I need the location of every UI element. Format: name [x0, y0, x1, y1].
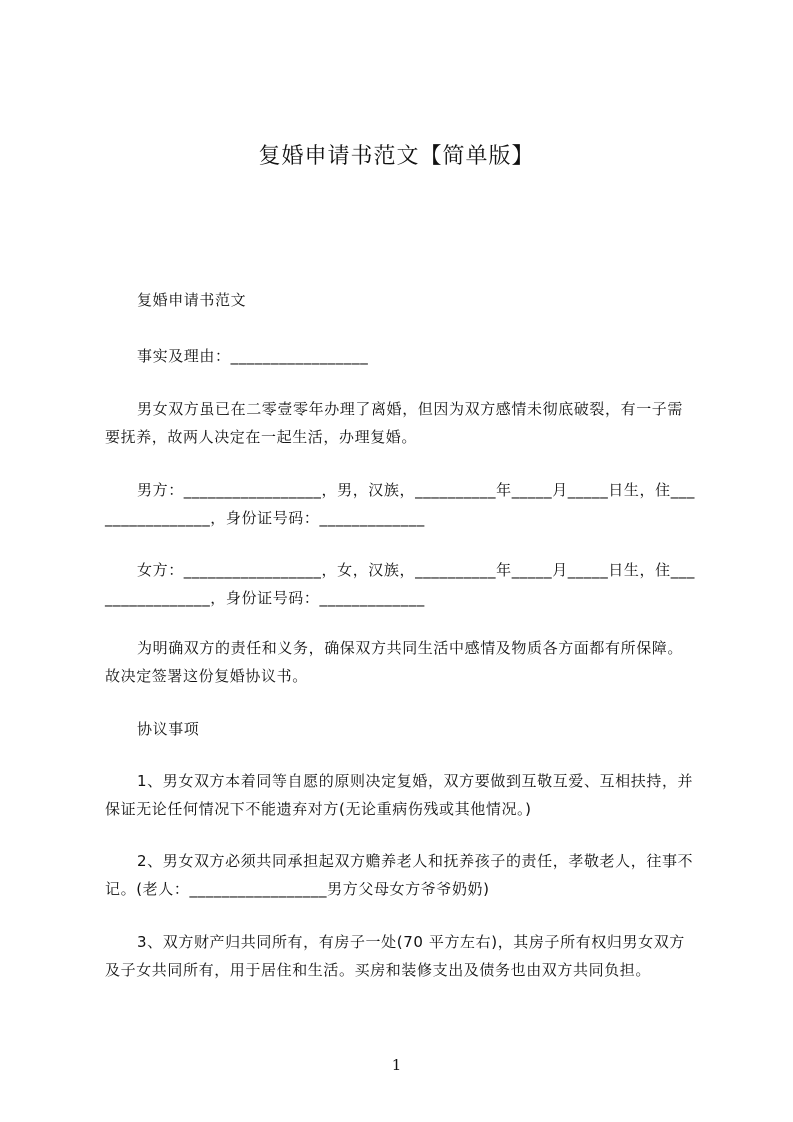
- section-heading: 协议事项: [137, 720, 200, 738]
- section-heading: 复婚申请书范文: [137, 291, 247, 309]
- clause-line: 记。(老人：_________________男方父母女方爷爷奶奶): [105, 880, 490, 898]
- paragraph-line: 男女双方虽已在二零壹零年办理了离婚，但因为双方感情未彻底破裂，有一子需: [137, 400, 684, 418]
- female-party-line: 女方：_________________，女，汉族，__________年_____月_____日生，住___: [137, 561, 696, 579]
- male-party-line: _____________，身份证号码：_____________: [105, 509, 425, 527]
- paragraph-line: 为明确双方的责任和义务，确保双方共同生活中感情及物质各方面都有所保障。: [137, 639, 684, 657]
- clause-line: 2、男女双方必须共同承担起双方赡养老人和抚养孩子的责任，孝敬老人，往事不: [137, 852, 694, 870]
- paragraph-line: 故决定签署这份复婚协议书。: [105, 667, 308, 685]
- clause-line: 1、男女双方本着同等自愿的原则决定复婚，双方要做到互敬互爱、互相扶持，并: [137, 772, 694, 790]
- male-party-line: 男方：_________________，男，汉族，__________年_____月_____日生，住___: [137, 481, 696, 499]
- page-number: 1: [391, 1056, 402, 1074]
- female-party-line: _____________，身份证号码：_____________: [105, 589, 425, 607]
- clause-line: 3、双方财产归共同所有，有房子一处(70 平方左右)，其房子所有权归男女双方: [137, 933, 685, 951]
- clause-line: 保证无论任何情况下不能遗弃对方(无论重病伤残或其他情况。): [105, 800, 532, 818]
- paragraph-line: 要抚养，故两人决定在一起生活，办理复婚。: [105, 428, 418, 446]
- document-title: 复婚申请书范文【简单版】: [258, 144, 535, 169]
- facts-reasons-line: 事实及理由：_________________: [137, 347, 369, 365]
- clause-line: 及子女共同所有，用于居住和生活。买房和装修支出及债务也由双方共同负担。: [105, 961, 652, 979]
